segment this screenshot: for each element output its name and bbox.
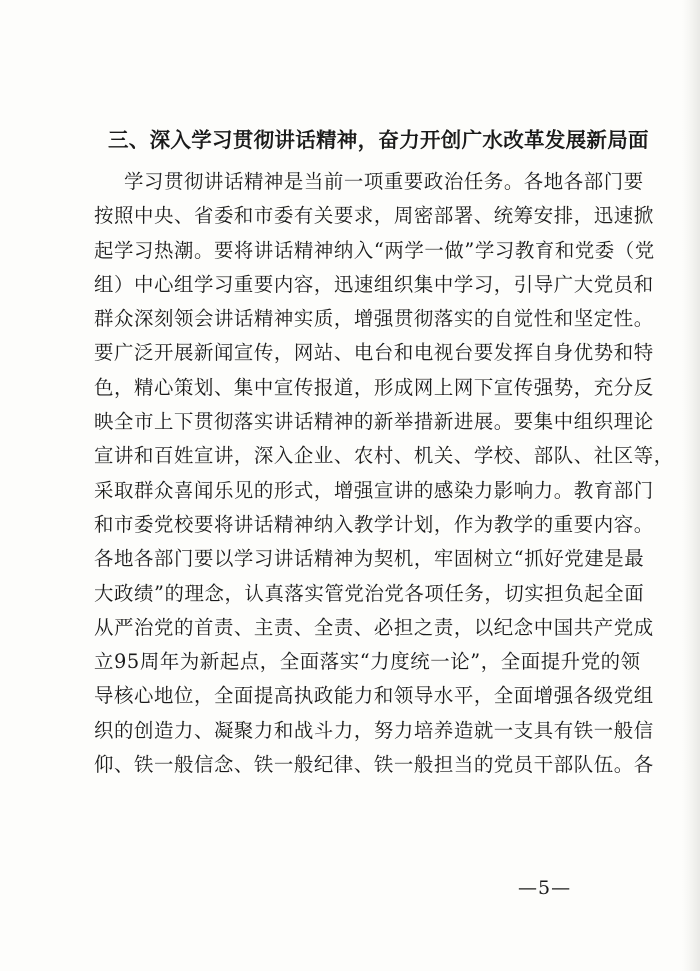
text-line: 和市委党校要将讲话精神纳入教学计划，作为教学的重要内容。 [94,512,654,536]
body-paragraph [94,165,674,782]
text-line: 织的创造力、凝聚力和战斗力，努力培养造就一支具有铁一般信 [94,718,654,742]
text-line: 采取群众喜闻乐见的形式，增强宣讲的感染力影响力。教育部门 [94,478,654,502]
text-line: 仰、铁一般信念、铁一般纪律、铁一般担当的党员干部队伍。各 [94,753,654,777]
text-line: 要广泛开展新闻宣传，网站、电台和电视台要发挥自身优势和特 [94,341,654,365]
text-line: 按照中央、省委和市委有关要求，周密部署、统筹安排，迅速掀 [94,204,654,228]
page-number: —5— [518,877,572,899]
text-line: 导核心地位，全面提高执政能力和领导水平，全面增强各级党组 [94,684,654,708]
text-line: 组）中心组学习重要内容，迅速组织集中学习，引导广大党员和 [94,272,654,296]
text-line: 映全市上下贯彻落实讲话精神的新举措新进展。要集中组织理论 [94,410,654,434]
scan-shadow-edge [682,0,700,971]
text-line: 起学习热潮。要将讲话精神纳入“两学一做”学习教育和党委（党 [94,238,655,262]
section-heading: 三、深入学习贯彻讲话精神，奋力开创广水改革发展新局面 [108,128,649,152]
text-line: 色，精心策划、集中宣传报道，形成网上网下宣传强势，充分反 [94,375,654,399]
text-line: 从严治党的首责、主责、全责、必担之责，以纪念中国共产党成 [94,615,654,639]
text-line: 各地各部门要以学习讲话精神为契机，牢固树立“抓好党建是最 [94,547,645,571]
text-line: 大政绩”的理念，认真落实管党治党各项任务，切实担负起全面 [94,581,645,605]
text-line: 学习贯彻讲话精神是当前一项重要政治任务。各地各部门要 [124,170,644,193]
text-line: 群众深刻领会讲话精神实质，增强贯彻落实的自觉性和坚定性。 [94,307,654,331]
text-line: 立95周年为新起点，全面落实“力度统一论”，全面提升党的领 [94,650,641,674]
text-line: 宣讲和百姓宣讲，深入企业、农村、机关、学校、部队、社区等， [94,444,674,468]
